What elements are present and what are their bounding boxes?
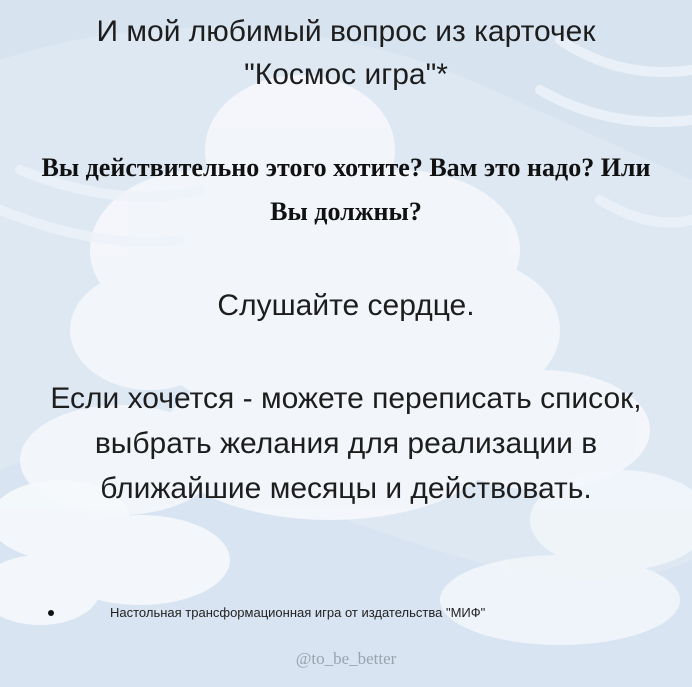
- bullet-icon: [48, 610, 54, 616]
- footnote-text: Настольная трансформационная игра от издательства "МИФ": [110, 605, 486, 620]
- footnote-list-item: [40, 604, 652, 624]
- author-handle: @to_be_better: [295, 649, 397, 668]
- intro-text: И мой любимый вопрос из карточек "Космос игра"*: [96, 15, 596, 91]
- question-text: Вы действительно этого хотите? Вам это надо? Или Вы должны?: [41, 153, 651, 226]
- advice-text: Если хочется - можете переписать список, выбрать желания для реализации в ближайшие месяцы и действовать.: [50, 382, 642, 505]
- listen-text: Слушайте сердце.: [217, 289, 475, 322]
